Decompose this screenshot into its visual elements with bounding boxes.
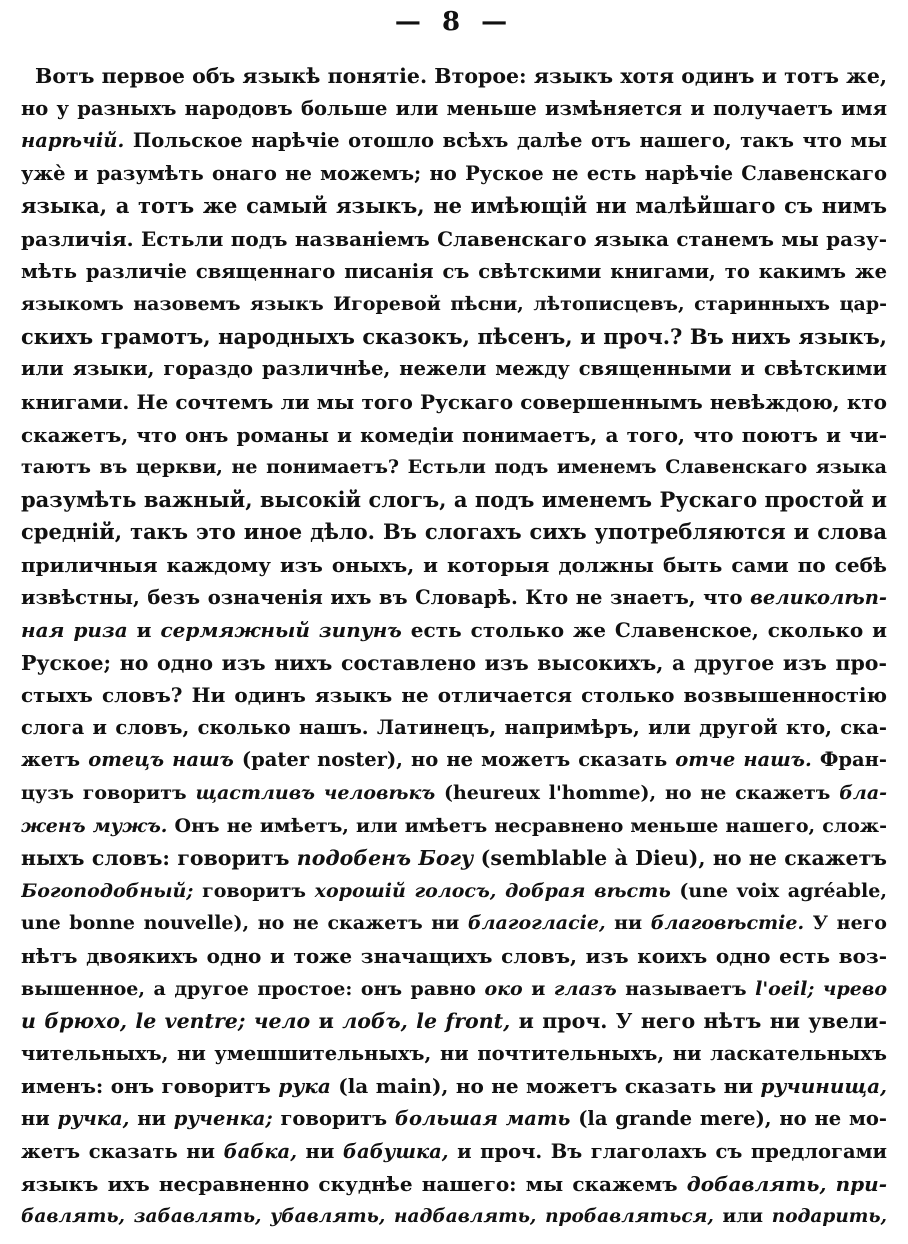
text-segment: мѣть различіе священнаго писанія съ свѣтскими книгами, то какимъ же	[21, 259, 887, 283]
text-line	[21, 288, 887, 321]
text-segment: жетъ	[21, 748, 89, 772]
text-line	[21, 60, 887, 93]
text-line	[21, 223, 887, 256]
text-line	[21, 875, 887, 908]
text-segment: чительныхъ, ни умешшительныхъ, ни почтительныхъ, ни ласкательныхъ	[21, 1041, 887, 1065]
text-segment: приличныя каждому изъ оныхъ, и которыя должны быть сами по себѣ	[21, 552, 887, 577]
text-line	[21, 321, 887, 354]
italic-text-segment: отецъ нашъ	[88, 748, 234, 772]
italic-text-segment: нарѣчій.	[21, 129, 125, 153]
italic-text-segment: ная риза	[21, 618, 128, 643]
text-segment: (heureux l'homme), но не скажетъ	[435, 782, 840, 805]
page-number: — 8 —	[394, 7, 514, 37]
italic-text-segment: благовѣстіе.	[650, 912, 805, 935]
italic-text-segment: подобенъ Богу	[296, 846, 474, 871]
text-segment: ни	[605, 912, 651, 935]
text-segment: скихъ грамотъ, народныхъ сказокъ, пѣсенъ, и проч.? Въ нихъ языкъ,	[21, 323, 887, 349]
text-line	[21, 353, 887, 386]
text-segment: стыхъ словъ? Ни одинъ языкъ не отличается столько возвышенностію	[21, 683, 887, 708]
text-line	[21, 810, 887, 843]
text-line	[21, 419, 887, 452]
text-line	[21, 484, 887, 517]
text-segment: и	[127, 618, 161, 643]
italic-text-segment: бабушка,	[342, 1139, 449, 1163]
italic-text-segment: чрево	[822, 977, 887, 1000]
italic-text-segment: око	[484, 977, 523, 1000]
text-segment: (la grande mere), но не мо-	[570, 1107, 887, 1130]
text-segment: и проч. У него нѣтъ ни увели-	[510, 1009, 887, 1034]
italic-text-segment: глазъ	[553, 977, 617, 1000]
text-segment: и	[310, 1009, 343, 1034]
text-line	[21, 1070, 887, 1103]
text-segment: средній, такъ это иное дѣло. Въ слогахъ сихъ употребляются и слова	[21, 519, 887, 545]
text-segment: говоритъ	[193, 879, 315, 902]
italic-text-segment: рука	[278, 1074, 331, 1099]
text-line	[21, 549, 887, 582]
text-segment: (semblable à Dieu), но не скажетъ	[473, 846, 887, 871]
text-segment: и проч. Въ глаголахъ съ предлогами	[448, 1139, 887, 1163]
text-segment: но у разныхъ народовъ больше или меньше измѣняется и получаетъ имя	[21, 96, 887, 120]
text-segment: есть столько же Славенское, сколько и	[401, 618, 887, 643]
text-line	[21, 516, 887, 549]
text-segment: вышенное, а другое простое: онъ равно	[21, 977, 485, 1000]
text-line	[21, 1136, 887, 1169]
text-line	[21, 125, 887, 158]
text-segment: (la main), но не можетъ сказать ни	[330, 1074, 761, 1099]
italic-text-segment: великолѣп-	[750, 585, 887, 609]
text-segment: и	[522, 977, 554, 1000]
italic-text-segment: благогласіе,	[467, 912, 606, 935]
text-segment: говоритъ	[272, 1107, 395, 1130]
text-segment: языкъ ихъ несравненно скуднѣе нашего: мы скажемъ	[21, 1172, 687, 1197]
text-segment: или	[713, 1205, 772, 1227]
italic-text-segment: лобъ, le front,	[342, 1009, 511, 1034]
text-segment: слога и словъ, сколько нашъ. Латинецъ, напримѣръ, или другой кто, ска-	[21, 715, 887, 739]
text-segment: извѣстны, безъ означенія ихъ въ Словарѣ. Кто не знаетъ, что	[21, 585, 751, 609]
text-line	[21, 1038, 887, 1071]
italic-text-segment: ручка,	[57, 1107, 130, 1130]
text-segment: жетъ сказать ни	[21, 1139, 224, 1163]
text-segment: Руское; но одно изъ нихъ составлено изъ высокихъ, а другое изъ про-	[21, 650, 887, 675]
italic-text-segment: l'oeil;	[755, 977, 815, 1000]
text-segment: Вотъ первое объ языкѣ понятіе. Второе: языкъ хотя одинъ и тотъ же,	[35, 64, 887, 88]
text-segment: таютъ въ церкви, не понимаетъ? Естьли подъ именемъ Славенскаго языка	[21, 456, 887, 479]
text-line	[21, 940, 887, 973]
italic-text-segment: отче нашъ.	[675, 748, 812, 772]
text-segment: une bonne nouvelle), но не скажетъ ни	[21, 912, 468, 935]
text-segment: Фран-	[811, 748, 887, 772]
text-segment: (pater noster), но не можетъ сказать	[233, 748, 676, 772]
text-segment: ни	[296, 1139, 343, 1163]
italic-text-segment: и брюхо, le ventre;	[21, 1009, 246, 1034]
text-line	[21, 712, 887, 745]
text-line	[21, 679, 887, 712]
italic-text-segment: щастливъ человѣкъ	[195, 782, 436, 805]
text-line	[21, 256, 887, 289]
italic-text-segment: женъ мужъ.	[21, 814, 168, 837]
text-segment: ни	[21, 1107, 58, 1130]
text-segment: (une voix agréable,	[670, 879, 887, 902]
italic-text-segment: бабка,	[223, 1139, 297, 1163]
italic-text-segment: хорошій голосъ, добрая вѣсть	[314, 879, 671, 902]
text-line	[21, 1103, 887, 1136]
text-line	[21, 907, 887, 940]
italic-text-segment: чело	[253, 1009, 311, 1034]
text-segment: ни	[129, 1107, 174, 1130]
text-segment: разумѣть важный, высокій слогъ, а подъ именемъ Рускаго простой и	[21, 486, 887, 512]
italic-text-segment: бавлять, забавлять, убавлять, надбавлять, пробавляться,	[21, 1205, 714, 1227]
text-line	[21, 1168, 887, 1201]
italic-text-segment: сермяжный зипунъ	[160, 618, 402, 643]
text-line	[21, 842, 887, 875]
text-segment: ныхъ словъ: говоритъ	[21, 846, 297, 871]
text-segment: называетъ	[616, 977, 756, 1000]
text-segment: различія. Естьли подъ названіемъ Славенскаго языка станемъ мы разу-	[21, 226, 887, 251]
italic-text-segment: ручинища,	[760, 1074, 887, 1099]
text-line	[21, 451, 887, 484]
text-segment: цузъ говоритъ	[21, 782, 196, 805]
text-segment: Онъ не имѣетъ, или имѣетъ несравнено меньше нашего, слож-	[167, 814, 887, 837]
text-segment: языка, а тотъ же самый языкъ, не имѣющій ни малѣйшаго съ нимъ	[21, 193, 887, 219]
italic-text-segment: большая мать	[394, 1107, 571, 1130]
text-line	[21, 158, 887, 191]
text-line	[21, 973, 887, 1006]
italic-text-segment: подарить,	[771, 1205, 887, 1227]
text-segment: Польское нарѣчіе отошло всѣхъ далѣе отъ нашего, такъ что мы	[124, 129, 887, 153]
body-text	[21, 60, 887, 1233]
text-line	[21, 386, 887, 419]
text-segment: У него	[804, 912, 887, 935]
text-line	[21, 647, 887, 680]
text-segment: нѣтъ двоякихъ одно и тоже значащихъ словъ, изъ коихъ одно есть воз-	[21, 944, 887, 969]
text-line	[21, 744, 887, 777]
text-line	[21, 93, 887, 126]
italic-text-segment: рученка;	[173, 1107, 273, 1130]
text-line	[21, 1201, 887, 1234]
text-line	[21, 1005, 887, 1038]
text-segment: именъ: онъ говоритъ	[21, 1074, 279, 1099]
text-segment: скажетъ, что онъ романы и комедіи понимаетъ, а того, что поютъ и чи-	[21, 422, 887, 447]
text-segment: книгами. Не сочтемъ ли мы того Рускаго совершеннымъ невѣждою, кто	[21, 389, 887, 414]
italic-text-segment: Богоподобный;	[21, 879, 194, 902]
italic-text-segment: бла-	[839, 782, 887, 805]
text-segment	[814, 978, 823, 1000]
text-line	[21, 190, 887, 223]
text-line	[21, 614, 887, 647]
italic-text-segment: добавлять, при-	[686, 1172, 887, 1197]
text-segment: или языки, гораздо различнѣе, нежели между священными и свѣтскими	[21, 357, 887, 381]
text-line	[21, 582, 887, 615]
text-segment: ужè и разумѣть онаго не можемъ; но Руское не есть нарѣчіе Славенскаго	[21, 161, 887, 185]
text-segment	[245, 1009, 253, 1033]
text-line	[21, 777, 887, 810]
text-segment: языкомъ назовемъ языкъ Игоревой пѣсни, лѣтописцевъ, старинныхъ цар-	[21, 293, 887, 316]
